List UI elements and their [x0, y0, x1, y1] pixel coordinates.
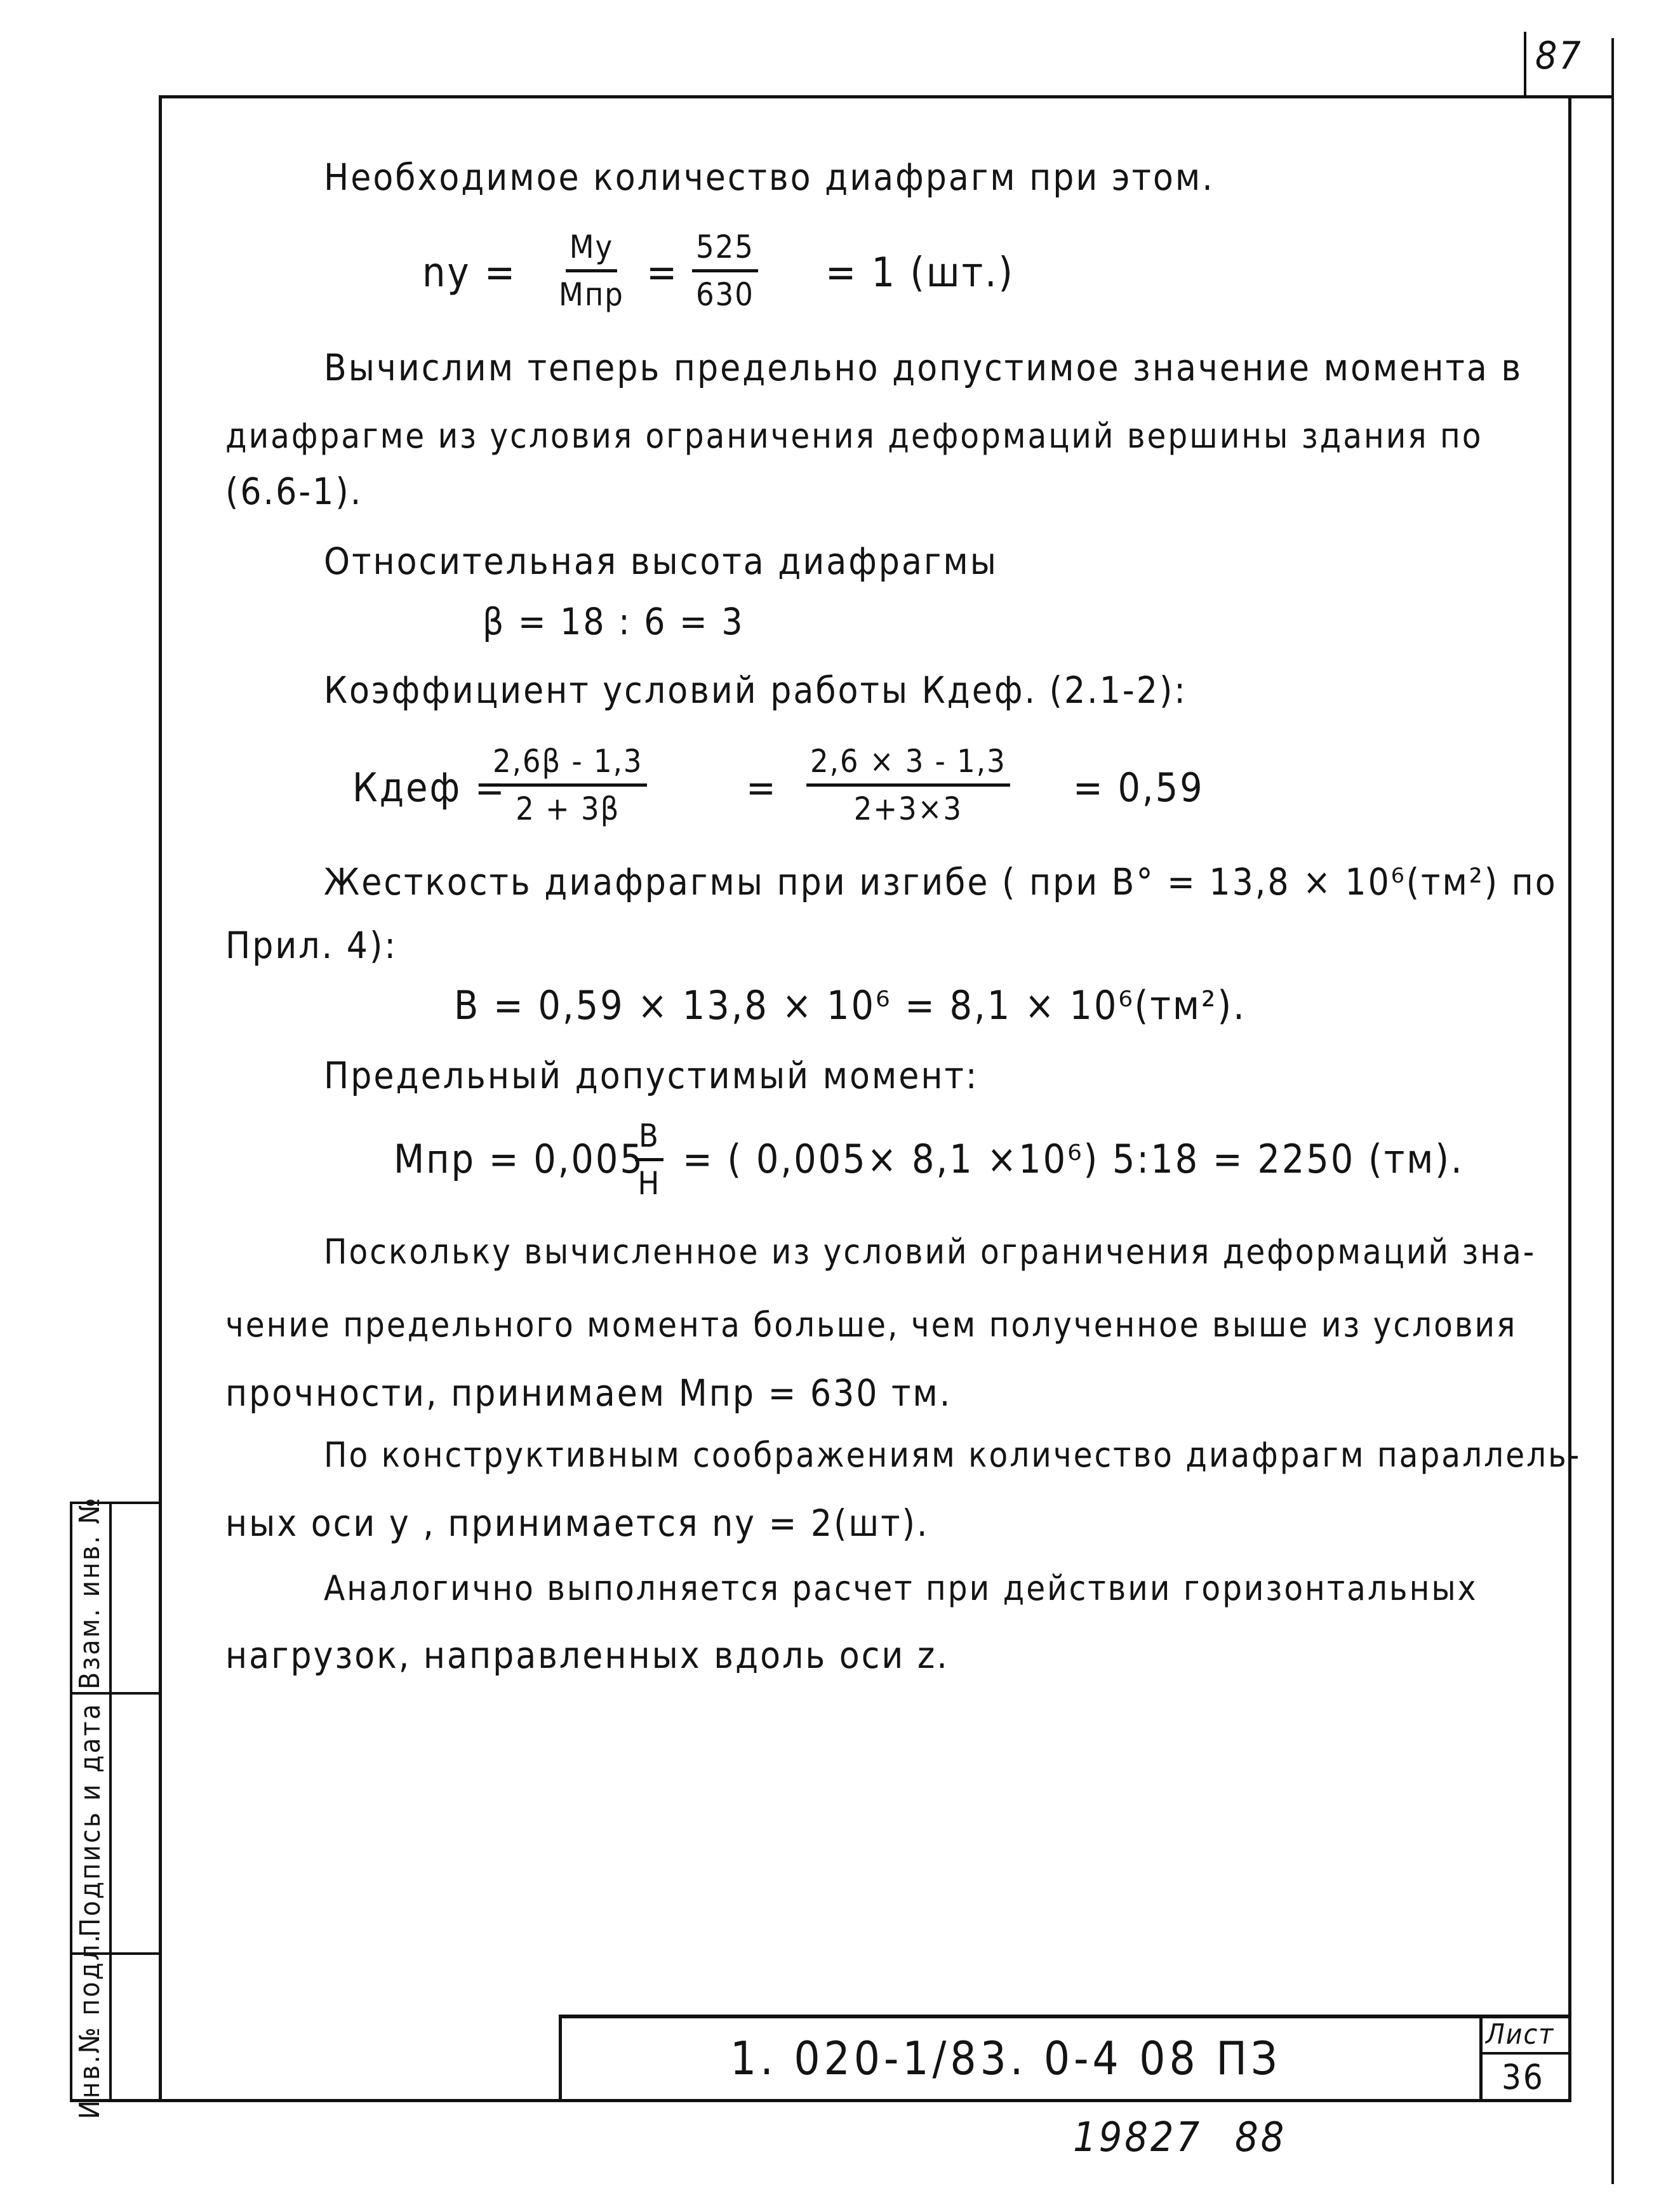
- footer-left-number: 19827: [1073, 2114, 1203, 2161]
- line-13: Предельный допустимый момент:: [324, 1054, 979, 1097]
- eq-ny-fraction-2: [692, 229, 758, 313]
- line-8: Коэффициент условий работы Кдеф. (2.1-2):: [324, 669, 1187, 712]
- line-21: нагрузок, направленных вдоль оси z.: [225, 1634, 949, 1677]
- page-corner-number: 87: [1535, 34, 1583, 78]
- line-11: Прил. 4):: [225, 924, 397, 967]
- frame-right-line: [1568, 95, 1571, 2102]
- eq-kdef-equal: =: [746, 764, 778, 811]
- line-3: Вычислим теперь предельно допустимое значение момента в: [324, 346, 1523, 389]
- line-18: По конструктивным соображениям количество диафрагм параллель-: [324, 1435, 1582, 1475]
- eq-mpr-f-num: В: [635, 1117, 663, 1161]
- title-block-list-left: [1479, 2015, 1483, 2102]
- eq-mpr-rhs: = ( 0,005× 8,1 ×10⁶) 5:18 = 2250 (тм).: [683, 1136, 1464, 1182]
- eq-kdef-rhs: = 0,59: [1073, 764, 1204, 811]
- stamp-podpis-data: Подпись и дата: [74, 1702, 107, 1937]
- line-20: Аналогично выполняется расчет при действии горизонтальных: [324, 1568, 1478, 1608]
- line-17: прочности, принимаем Мпр = 630 тм.: [225, 1371, 952, 1415]
- eq-ny-lhs: ny =: [422, 250, 517, 296]
- title-block-list-split: [1479, 2052, 1571, 2055]
- title-block-left: [559, 2015, 562, 2102]
- doc-code: 1. 020-1/83. 0-4 08 ПЗ: [730, 2032, 1281, 2085]
- corner-box-left: [1524, 32, 1526, 97]
- stamp-inv-podl: Инв.№ подл.: [74, 1933, 106, 2119]
- eq-ny-f1-den: Mпр: [559, 276, 624, 313]
- eq-ny-f2-den: 630: [696, 276, 754, 313]
- line-5: (6.6-1).: [225, 470, 363, 513]
- line-16: чение предельного момента больше, чем полученное выше из условия: [225, 1305, 1517, 1345]
- footer-right-number: 88: [1235, 2114, 1287, 2161]
- eq-ny-rhs: = 1 (шт.): [825, 250, 1015, 296]
- list-number: 36: [1502, 2057, 1545, 2097]
- stamp-divider: [109, 1502, 112, 2102]
- eq-kdef-fraction-2: [806, 743, 1010, 827]
- line-7: β = 18 : 6 = 3: [483, 600, 745, 643]
- frame-left-line: [159, 95, 162, 2102]
- eq-kdef-f1-num: 2,6β - 1,3: [489, 743, 647, 787]
- eq-kdef-f2-num: 2,6 × 3 - 1,3: [806, 743, 1010, 787]
- eq-mpr-f-den: Н: [637, 1165, 661, 1202]
- frame-outer-right-line: [1611, 38, 1614, 2184]
- eq-kdef-fraction-1: [489, 743, 647, 827]
- stamp-vzam-inv: Взам. инв. №: [74, 1496, 106, 1689]
- eq-ny-f2-num: 525: [692, 229, 758, 272]
- line-12: В = 0,59 × 13,8 × 10⁶ = 8,1 × 10⁶(тм²).: [454, 982, 1246, 1029]
- line-4: диафрагме из условия ограничения деформаций вершины здания по: [225, 416, 1483, 456]
- line-10: Жесткость диафрагмы при изгибе ( при В° = 13,8 × 10⁶(тм²) по: [324, 860, 1557, 903]
- eq-kdef-lhs: Кдеф =: [352, 764, 507, 811]
- eq-ny-f1-num: My: [566, 229, 617, 272]
- stamp-outer-left: [70, 1502, 72, 2102]
- list-label: Лист: [1486, 2018, 1555, 2051]
- eq-ny-equal: =: [646, 250, 679, 296]
- eq-ny-fraction-1: [559, 229, 624, 313]
- line-1: Необходимое количество диафрагм при этом.: [324, 156, 1215, 199]
- line-6: Относительная высота диафрагмы: [324, 540, 998, 583]
- line-15: Поскольку вычисленное из условий ограничения деформаций зна-: [324, 1232, 1537, 1272]
- line-19: ных оси y , принимается ny = 2(шт).: [225, 1502, 930, 1545]
- eq-kdef-f1-den: 2 + 3β: [516, 790, 620, 827]
- frame-bottom-line: [70, 2099, 1571, 2102]
- title-block-top: [559, 2015, 1571, 2018]
- eq-mpr-fraction: [635, 1117, 663, 1202]
- eq-mpr-lhs: Мпр = 0,005: [394, 1136, 644, 1182]
- eq-kdef-f2-den: 2+3×3: [853, 790, 963, 827]
- frame-top-line: [159, 95, 1613, 98]
